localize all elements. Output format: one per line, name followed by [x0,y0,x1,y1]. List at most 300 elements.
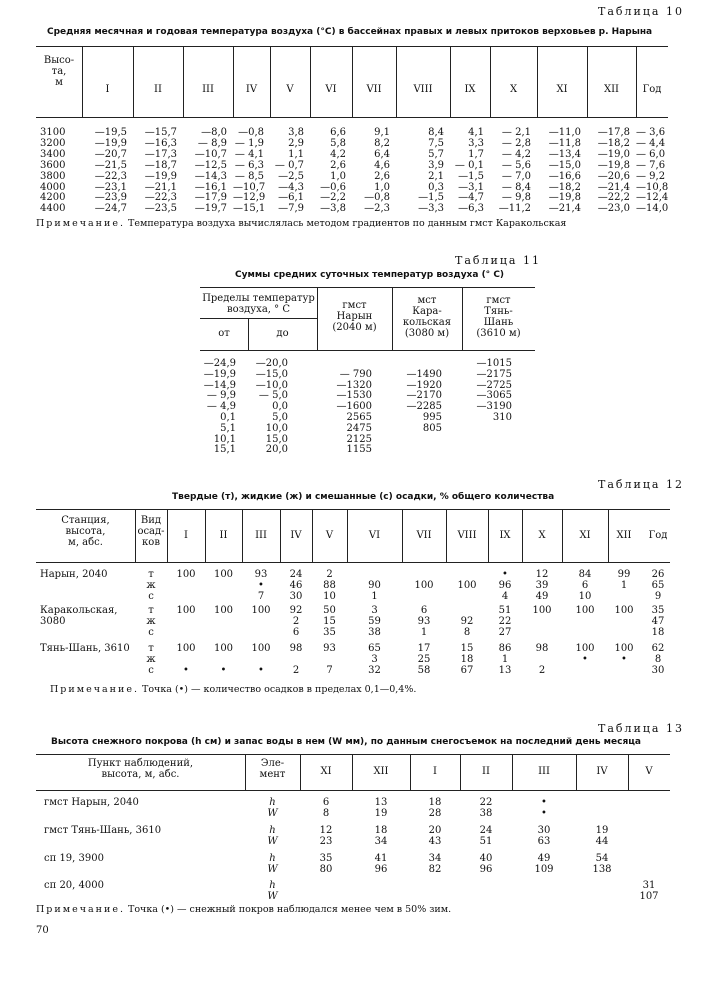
table-12-value: 15 [460,643,474,654]
table-11-header-karakol: мст Кара- кольская (3080 м) [402,295,452,339]
table-12-value: 22 [498,616,512,627]
table-12-value: • [220,665,227,676]
table-12-header-month: II [219,530,228,541]
table-10-value: —13,4 [548,148,581,160]
table-12-value: 93 [323,643,336,654]
table-10-value: —19,5 [94,127,127,138]
table-13-value-h: 41 [374,853,388,864]
table-10-label: Таблица 10 [598,5,684,18]
table-12-note [50,684,416,695]
table-10-value: — 7,0 [501,170,531,182]
table-13-point-name: сп 20, 4000 [44,880,104,891]
table-10-value: —23,5 [144,203,177,215]
table-10-altitude: 4200 [40,192,66,204]
table-13-note [36,904,451,915]
table-11-caption: Суммы средних суточных температур воздуха (° С) [235,270,505,280]
table-10-value: 1,7 [468,148,484,160]
table-12-value: 100 [575,605,595,616]
table-11-tianshan: —2175 [476,368,512,380]
table-13-value-h: 49 [537,853,551,864]
table-13-element-h: h [269,880,276,891]
table-13-value-w: 44 [595,836,609,847]
table-12-value: 67 [460,665,474,676]
table-12-header-month: III [255,530,267,541]
table-13-value-w: 38 [479,808,493,819]
table-11-header-limits: Пределы температур воздуха, ° С [202,293,315,315]
table-12-value: 2 [292,665,300,676]
table-10-altitude: 4000 [40,181,66,193]
column-divider [242,510,243,562]
table-13-header-month: I [433,766,437,777]
table-11-karakol: —2170 [406,390,442,402]
table-10-header-month: IX [464,84,476,95]
column-divider [410,755,411,790]
table-10-value: —4,7 [458,192,484,204]
table-10-value: —1,5 [458,170,484,182]
table-12-header-month: IV [290,530,302,541]
table-10-value: — 9,2 [636,170,666,182]
table-10-value: —10,7 [233,181,266,193]
column-divider [446,510,447,562]
table-12-value: 100 [213,643,234,654]
table-12-header-month: I [184,530,188,541]
column-divider [82,47,83,117]
table-10-value: — 8,9 [197,137,227,149]
table-12-station-name: Тянь-Шань, 3610 [40,643,130,654]
table-13-value-h: 31 [642,880,656,891]
table-10-value: 3,8 [288,127,304,138]
table-12-value: 8 [463,627,471,638]
table-10-value: —3,1 [458,181,484,193]
table-10-value: — 4,4 [636,137,666,149]
table-10-header-month: VII [366,84,382,95]
column-divider [576,755,577,790]
column-divider [135,510,136,562]
table-12-value: 51 [498,605,512,616]
table-12-value: 38 [368,627,381,638]
table-12-value: 1 [620,580,628,591]
table-10-value: —19,0 [597,148,630,160]
note-text: Точка (•) — снежный покров наблюдался менее чем в 50% зим. [128,904,452,915]
table-12-header-month: XII [616,530,632,541]
table-10-caption: Средняя месячная и годовая температура воздуха (°C) в бассейнах правых и левых притоков верховьев р. Нарына [47,27,653,37]
table-12-value: 86 [498,643,512,654]
table-12-value: 93 [254,569,268,580]
table-10-value: —21,4 [597,181,630,193]
table-10-value: —3,3 [418,203,444,215]
table-12-value: 100 [575,643,595,654]
table-13-value-w: 43 [428,836,442,847]
table-11-karakol: —1490 [406,368,442,380]
table-10-value: — 6,3 [234,159,264,171]
table-12-value: 13 [498,665,512,676]
table-12-kind: ж [146,580,156,591]
table-10-value: —11,8 [548,137,581,149]
table-10-value: — 8,4 [501,181,531,193]
table-12-header-kind: Вид осад- ков [137,515,165,548]
table-11-tianshan: 310 [492,412,512,423]
note-prefix: Примечание. [36,904,125,915]
table-10-value: 1,1 [288,148,304,160]
table-10-value: —1,5 [418,192,444,204]
table-10-value: — 0,1 [454,159,484,171]
table-11-to: 5,0 [272,412,288,423]
table-13-value-w: 82 [428,864,442,875]
table-12-value: • [258,665,264,676]
table-13-point-name: гмст Нарын, 2040 [44,797,139,808]
table-11-karakol: —2285 [406,401,442,413]
table-10-value: —15,7 [144,127,177,138]
column-divider [167,510,168,562]
table-10-header-month: VIII [413,84,433,95]
table-11-to: —10,0 [255,379,288,391]
table-12-value: 59 [368,616,381,627]
table-13-value-h: 20 [428,825,442,836]
column-divider [628,755,629,790]
table-13-value-h: 34 [428,853,442,864]
column-divider [270,47,271,117]
table-13-value-h: 13 [374,797,388,808]
table-12-kind: т [148,569,154,580]
table-11-from: —19,9 [203,368,236,380]
table-12-kind: ж [146,654,156,665]
table-13-element-h: h [269,825,276,836]
table-12-value: 32 [368,665,381,676]
table-10-value: —8,0 [201,127,227,138]
table-13-element-h: h [269,797,276,808]
table-12-value: 100 [176,605,196,616]
column-divider [280,510,281,562]
rule-line [200,350,535,351]
table-13-value-w: 138 [592,864,612,875]
table-10-value: —21,4 [548,203,581,215]
column-divider [460,755,461,790]
table-12-value: 100 [251,643,271,654]
table-12-value: 49 [535,591,549,602]
rule-line [36,117,668,118]
table-10-value: —15,1 [233,203,266,215]
table-12-value: 96 [498,580,512,591]
table-12-value: 100 [251,605,271,616]
table-10-value: —12,9 [233,192,266,204]
table-12-value: 17 [417,643,431,654]
table-12-value: 35 [651,605,665,616]
table-12-value: 100 [176,569,196,580]
table-11-label: Таблица 11 [455,254,541,267]
table-12-value: • [621,654,627,665]
table-12-header-month: XI [579,530,591,541]
table-13-header-point: Пункт наблюдений, высота, м, абс. [87,758,194,780]
table-12-value: • [582,654,588,665]
table-11-narin: — 790 [339,368,372,380]
table-10-value: —10,7 [194,148,227,160]
column-divider [608,510,609,562]
table-10-value: —14,0 [636,203,669,215]
table-10-altitude: 3600 [40,159,66,171]
table-10-value: —7,9 [278,203,304,215]
table-11-to: 0,0 [272,401,288,413]
table-10-value: 1,0 [330,170,346,182]
table-10-value: —20,6 [597,170,630,182]
column-divider [512,755,513,790]
table-12-value: 65 [651,580,665,591]
column-divider [310,47,311,117]
table-10-value: — 1,9 [234,137,264,149]
table-10-value: —21,5 [94,159,127,171]
table-10-value: —17,8 [597,127,630,138]
table-10-value: 4,6 [374,159,390,171]
table-11-from: 15,1 [213,444,236,456]
table-13-header-month: IV [596,766,608,777]
table-12-value: 88 [323,580,336,591]
table-12-value: 62 [651,643,665,654]
table-12-value: 9 [654,591,662,602]
table-10-value: —17,3 [144,148,177,160]
table-13-value-h: 35 [319,853,333,864]
table-12-value: • [258,580,264,591]
table-12-value: 6 [581,580,589,591]
table-12-value: 100 [614,643,634,654]
note-text: Температура воздуха вычислялась методом градиентов по данным гмст Каракольская [128,218,567,229]
table-12-station-name: Нарын, 2040 [40,569,108,580]
rule-line [36,562,670,563]
table-13-element-w: W [267,836,278,847]
table-12-value: 100 [213,569,234,580]
table-13-value-h: 30 [537,825,551,836]
table-12-value: 25 [417,654,431,665]
table-13-header-month: XI [320,766,332,777]
table-10-value: —18,7 [144,159,177,171]
table-10-value: —12,4 [636,192,669,204]
table-10-header-month: I [105,84,110,95]
table-10-value: 0,3 [428,181,444,193]
table-10-header-month: II [154,84,162,95]
table-12-kind: ж [146,616,156,627]
table-12-value: 12 [535,569,549,580]
table-12-value: 98 [289,643,303,654]
table-10-value: —16,1 [194,181,227,193]
table-11-from: —24,9 [203,358,236,369]
table-13-value-w: 8 [322,808,330,819]
table-11-tianshan: —3065 [476,390,512,402]
table-10-value: —2,3 [364,203,390,215]
table-10-header-month: X [509,84,518,95]
table-10-value: —19,7 [194,203,227,215]
column-divider [396,47,397,117]
table-12-value: 26 [651,569,665,580]
table-13-value-w: 107 [639,891,659,902]
table-13-element-w: W [267,808,278,819]
column-divider [562,510,563,562]
table-10-value: — 0,7 [274,159,304,171]
table-10-value: —10,8 [636,181,669,193]
table-12-header-month: V [325,530,334,541]
table-10-value: —23,9 [94,192,127,204]
table-11-from: —14,9 [203,379,236,391]
table-12-header-station: Станция, высота, м, абс. [61,515,110,548]
table-12-value: 100 [532,605,552,616]
table-11-narin: 2475 [346,422,372,434]
table-12-value: 30 [289,591,303,602]
rule-line [36,790,670,791]
table-10-value: 8,4 [428,127,444,138]
table-12-value: 7 [257,591,265,602]
table-11-from: 10,1 [213,433,236,445]
table-10-value: —16,6 [548,170,581,182]
table-12-value: 99 [617,569,631,580]
note-prefix: Примечание. [50,684,139,695]
table-13-value-w: 80 [319,864,333,875]
table-12-value: 1 [420,627,428,638]
table-12-value: 84 [578,569,592,580]
table-11-narin: —1600 [336,401,372,413]
table-12-value: 35 [323,627,336,638]
table-12-kind: с [148,591,154,602]
table-10-value: —11,2 [498,203,531,215]
table-10-value: 4,2 [330,148,346,160]
table-10-value: —23,0 [597,203,630,215]
table-10-value: —24,7 [94,203,127,215]
table-13-value-w: 28 [428,808,442,819]
table-12-caption: Твердые (т), жидкие (ж) и смешанные (с) осадки, % общего количества [172,492,555,502]
table-11-header-narin: гмст Нарын (2040 м) [332,300,377,333]
table-10-value: — 4,2 [501,148,531,160]
table-10-value: 8,2 [374,137,390,149]
table-11-header-from: от [218,328,230,339]
table-10-header-month: XI [556,84,568,95]
table-12-value: 46 [289,580,303,591]
table-12-header-month: Год [648,530,668,541]
table-13-value-w: 23 [319,836,333,847]
table-13-header-month: XII [373,766,389,777]
table-13-value-h: 22 [479,797,493,808]
table-12-value: 100 [213,605,234,616]
table-10-header-altitude: Высо- та, м [43,55,75,88]
table-12-value: 2 [292,616,300,627]
column-divider [488,510,489,562]
table-12-value: 27 [498,627,512,638]
table-10-note [36,218,566,229]
table-12-value: 100 [414,580,434,591]
table-11-to: 10,0 [265,422,288,434]
table-12-value: 90 [368,580,381,591]
table-11-narin: 2125 [346,433,372,445]
table-13-point-name: сп 19, 3900 [44,853,104,864]
table-11-narin: —1320 [336,379,372,391]
table-13-value-h: 18 [428,797,442,808]
column-divider [537,47,538,117]
table-11-tianshan: —2725 [476,379,512,391]
rule-line [36,509,670,510]
table-11-tianshan: —3190 [476,401,512,413]
table-12-value: 1 [501,654,509,665]
table-12-value: 92 [289,605,303,616]
rule-line [200,287,535,288]
table-10-value: —22,2 [597,192,630,204]
table-10-value: —6,1 [278,192,304,204]
table-11-to: 15,0 [265,433,288,445]
table-11-header-tianshan: гмст Тянь- Шань (3610 м) [476,295,521,339]
table-10-value: —11,0 [548,127,581,138]
column-divider [233,47,234,117]
table-13-value-h: • [541,797,547,808]
table-10-header-month: III [202,84,214,95]
column-divider [636,47,637,117]
table-11-narin: —1530 [336,390,372,402]
table-11-to: —20,0 [255,358,288,369]
table-12-value: • [183,665,189,676]
table-12-value: 100 [176,643,196,654]
table-10-value: 9,1 [374,127,390,138]
table-13-element-w: W [267,891,278,902]
table-11-narin: 2565 [346,412,372,423]
page-number: 70 [36,925,49,936]
table-10-value: 2,9 [288,137,304,149]
column-divider [183,47,184,117]
table-13-value-w: 19 [374,808,388,819]
table-11-to: —15,0 [255,368,288,380]
table-12-value: 4 [501,591,509,602]
table-12-value: 3 [371,605,378,616]
table-12-value: 100 [457,580,477,591]
table-10-value: 7,5 [428,137,444,149]
table-10-header-month: XII [603,84,620,95]
table-13-value-w: 51 [479,836,493,847]
table-10-value: —18,2 [548,181,581,193]
table-11-from: 5,1 [220,422,236,434]
table-10-value: —16,3 [144,137,177,149]
table-13-value-h: 54 [595,853,609,864]
table-10-value: —2,5 [278,170,304,182]
table-10-value: —0,8 [364,192,390,204]
note-prefix: Примечание. [36,218,125,229]
table-12-value: 2 [326,569,333,580]
table-12-value: 58 [417,665,431,676]
table-10-altitude: 3100 [40,127,66,138]
table-12-value: 39 [535,580,549,591]
note-text: Точка (•) — количество осадков в пределах 0,1—0,4%. [142,684,417,695]
column-divider [352,755,353,790]
table-10-value: — 3,6 [636,127,666,138]
table-12-value: 65 [368,643,381,654]
table-13-value-w: 96 [374,864,388,875]
table-12-value: 3 [371,654,378,665]
table-10-value: —22,3 [94,170,127,182]
column-divider [450,47,451,117]
table-13-header-element: Эле- мент [259,758,286,780]
table-13-value-w: • [541,808,547,819]
table-12-kind: с [148,665,154,676]
column-divider [312,510,313,562]
table-13-header-month: III [538,766,550,777]
table-11-to: — 5,0 [258,390,288,402]
table-10-value: 5,7 [428,148,444,160]
table-13-value-w: 109 [534,864,554,875]
table-12-header-month: X [538,530,546,541]
table-10-value: 6,6 [330,127,346,138]
table-12-value: 2 [538,665,546,676]
table-12-kind: т [148,605,154,616]
table-12-value: 18 [651,627,665,638]
table-10-value: —21,1 [144,181,177,193]
table-11-from: 0,1 [220,412,236,423]
table-12-value: 24 [289,569,303,580]
table-12-value: 50 [323,605,336,616]
table-10-value: —19,9 [94,137,127,149]
table-10-value: — 4,1 [234,148,264,160]
table-13-value-h: 18 [374,825,388,836]
table-12-value: 10 [578,591,592,602]
